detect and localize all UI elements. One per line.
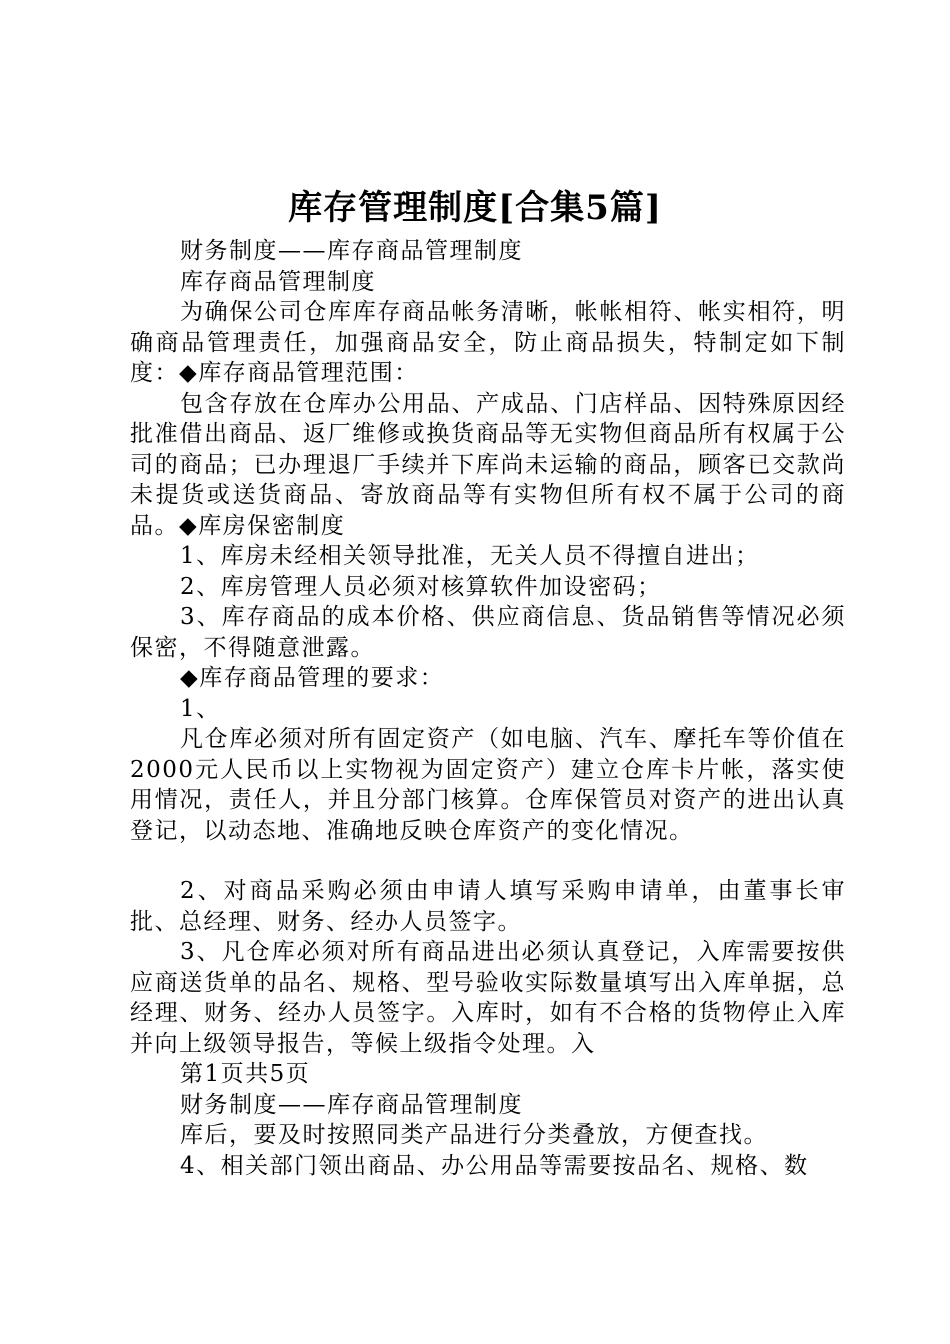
list-item: 3、库存商品的成本价格、供应商信息、货品销售等情况必须保密，不得随意泄露。	[130, 604, 846, 661]
list-item: 4、相关部门领出商品、办公用品等需要按品名、规格、数	[180, 1152, 809, 1179]
list-item: 2、对商品采购必须由申请人填写采购申请单，由董事长审批、总经理、财务、经办人员签字。	[130, 878, 846, 935]
paragraph-subtitle: 库存商品管理制度	[180, 268, 376, 295]
paragraph: 库后，要及时按照同类产品进行分类叠放，方便查找。	[180, 1122, 768, 1148]
paragraph-header: 财务制度——库存商品管理制度	[180, 1091, 523, 1118]
list-item-number: 1、	[180, 695, 221, 722]
document-title: 库存管理制度[合集5篇]	[288, 188, 662, 228]
section-heading: ◆库存商品管理的要求：	[180, 665, 445, 691]
paragraph-header: 财务制度——库存商品管理制度	[180, 238, 523, 264]
paragraph-gap	[130, 846, 846, 876]
page-footer: 第1页共5页	[180, 1061, 311, 1087]
document-body	[130, 236, 846, 1181]
list-item: 1、库房未经相关领导批准，无关人员不得擅自进出；	[180, 543, 760, 569]
list-item: 3、凡仓库必须对所有商品进出必须认真登记，入库需要按供应商送货单的品名、规格、型号验收实际数量填写出入库单据，总经理、财务、经办人员签字。入库时，如有不合格的货物停止入库并向上级领导报告，等候上级指令处理。入	[130, 939, 846, 1057]
paragraph: 凡仓库必须对所有固定资产（如电脑、汽车、摩托车等价值在2000元人民币以上实物视为固定资产）建立仓库卡片帐，落实使用情况，责任人，并且分部门核算。仓库保管员对资产的进出认真登记，以动态地、准确地反映仓库资产的变化情况。	[130, 726, 846, 844]
paragraph: 包含存放在仓库办公用品、产成品、门店样品、因特殊原因经批准借出商品、返厂维修或换货商品等无实物但商品所有权属于公司的商品；已办理退厂手续并下库尚未运输的商品，顾客已交款尚未提货或送货商品、寄放商品等有实物但所有权不属于公司的商品。◆库房保密制度	[130, 390, 846, 539]
list-item: 2、库房管理人员必须对核算软件加设密码；	[180, 573, 662, 600]
paragraph: 为确保公司仓库库存商品帐务清晰，帐帐相符、帐实相符，明确商品管理责任，加强商品安全，防止商品损失，特制定如下制度：◆库存商品管理范围：	[130, 299, 846, 386]
